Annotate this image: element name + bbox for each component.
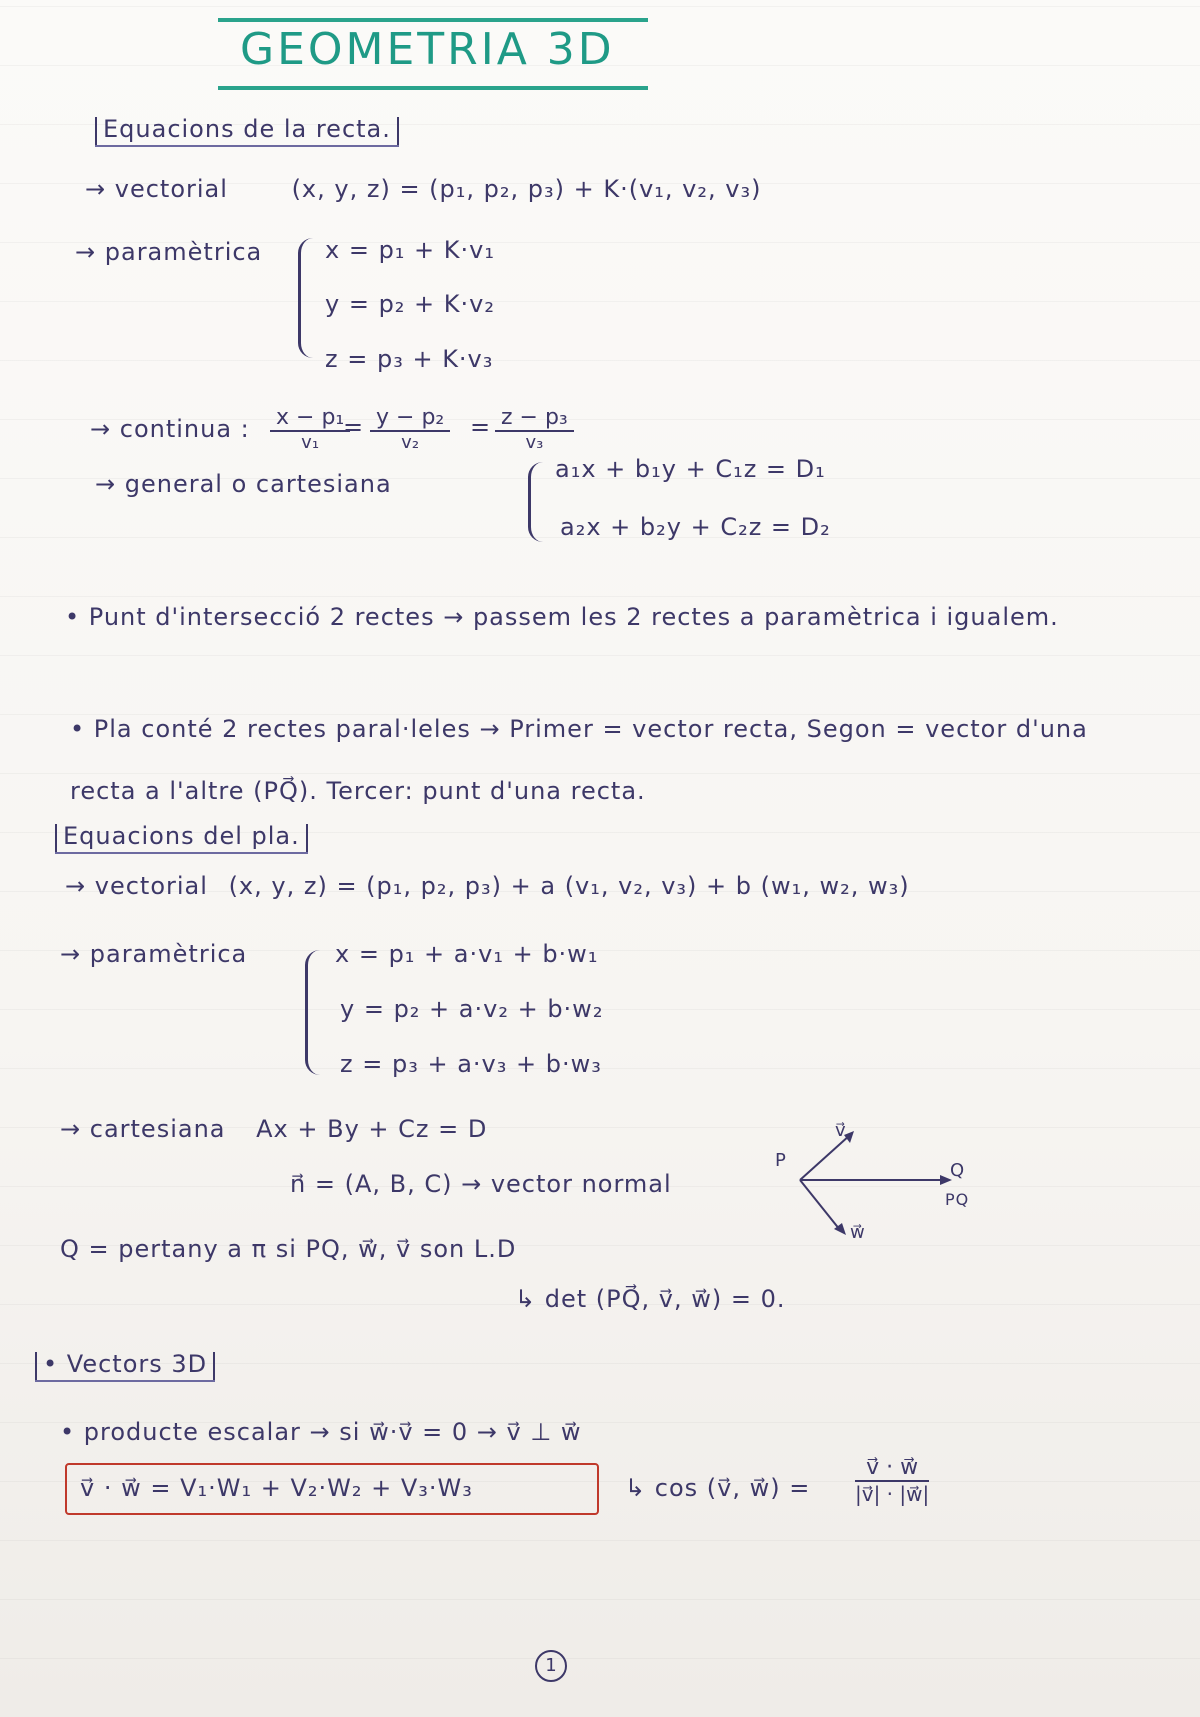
equals-2: =	[470, 413, 492, 441]
arrow-icon: →	[95, 470, 125, 498]
line-continua: → continua :	[90, 415, 250, 443]
heading-recta: Equacions de la recta.	[95, 115, 399, 147]
det-condition: ↳ det (PQ⃗, v⃗, w⃗) = 0.	[515, 1285, 786, 1313]
frac-3: z − p₃ v₃	[495, 405, 574, 453]
arrow-icon: →	[75, 238, 105, 266]
line-vectorial-pla: → vectorial (x, y, z) = (p₁, p₂, p₃) + a (v₁, v₂, v₃) + b (w₁, w₂, w₃)	[65, 872, 910, 900]
v-vector-line	[800, 1135, 850, 1180]
note-escalar: • producte escalar → si w⃗·v⃗ = 0 → v⃗ ⊥ w⃗	[60, 1418, 582, 1446]
brace-general	[528, 462, 543, 542]
diagram-label-pq: PQ	[945, 1190, 970, 1209]
eq-pla-y: y = p₂ + a·v₂ + b·w₂	[340, 995, 604, 1023]
arrow-icon: →	[60, 940, 90, 968]
cos-fraction: $\frac{v⃗ \cdot w⃗}{|v⃗| \cdot |w⃗|}$	[855, 1455, 930, 1506]
arrow-icon: →	[85, 175, 115, 203]
diagram-label-q: Q	[950, 1160, 966, 1181]
eq-plane-2: a₂x + b₂y + C₂z = D₂	[560, 513, 831, 541]
diagram-label-p: P	[775, 1150, 787, 1171]
eq-pla-z: z = p₃ + a·v₃ + b·w₃	[340, 1050, 602, 1078]
hook-arrow-icon: ↳	[625, 1474, 655, 1502]
eq-plane-1: a₁x + b₁y + C₁z = D₁	[555, 455, 826, 483]
line-parametrica-pla: → paramètrica	[60, 940, 248, 968]
eq-z: z = p₃ + K·v₃	[325, 345, 494, 373]
frac-2: y − p₂ v₂	[370, 405, 450, 453]
diagram-label-w: w⃗	[850, 1222, 866, 1243]
frac-1: x − p₁ v₁	[270, 405, 350, 453]
arrow-icon: →	[90, 415, 120, 443]
normal-vector: n⃗ = (A, B, C) → vector normal	[290, 1170, 672, 1198]
note-pla: • Pla conté 2 rectes paral·leles → Primer = vector recta, Segon = vector d'una recta a l'altre (PQ⃗). Tercer: punt d'una recta.	[70, 715, 1088, 805]
eq-x: x = p₁ + K·v₁	[325, 236, 495, 264]
brace-parametrica	[298, 238, 313, 358]
cos-formula: ↳ cos (v⃗, w⃗) =	[625, 1474, 811, 1502]
note-interseccio: • Punt d'intersecció 2 rectes → passem les 2 rectes a paramètrica i igualem.	[65, 603, 1059, 631]
line-general: → general o cartesiana	[95, 470, 392, 498]
line-vectorial: → vectorial (x, y, z) = (p₁, p₂, p₃) + K·(v₁, v₂, v₃)	[85, 175, 762, 203]
arrow-icon: →	[60, 1115, 90, 1143]
eq-y: y = p₂ + K·v₂	[325, 290, 495, 318]
brace-parametrica-pla	[305, 950, 320, 1075]
diagram-label-v: v⃗	[835, 1120, 847, 1141]
w-vector-line	[800, 1180, 840, 1230]
heading-vectors: • Vectors 3D	[35, 1350, 215, 1382]
note-pertany: Q = pertany a π si PQ, w⃗, v⃗ son L.D	[60, 1235, 517, 1263]
equals-1: =	[343, 413, 365, 441]
hook-arrow-icon: ↳	[515, 1285, 545, 1313]
dot-product-formula: v⃗ · w⃗ = V₁·W₁ + V₂·W₂ + V₃·W₃	[80, 1474, 473, 1502]
page-title: GEOMETRIA 3D	[240, 24, 615, 75]
line-parametrica: → paramètrica	[75, 238, 263, 266]
page-number: 1	[535, 1650, 567, 1682]
heading-pla: Equacions del pla.	[55, 822, 308, 854]
line-cartesiana-pla: → cartesiana Ax + By + Cz = D	[60, 1115, 488, 1143]
arrow-icon: →	[65, 872, 95, 900]
eq-pla-x: x = p₁ + a·v₁ + b·w₁	[335, 940, 599, 968]
